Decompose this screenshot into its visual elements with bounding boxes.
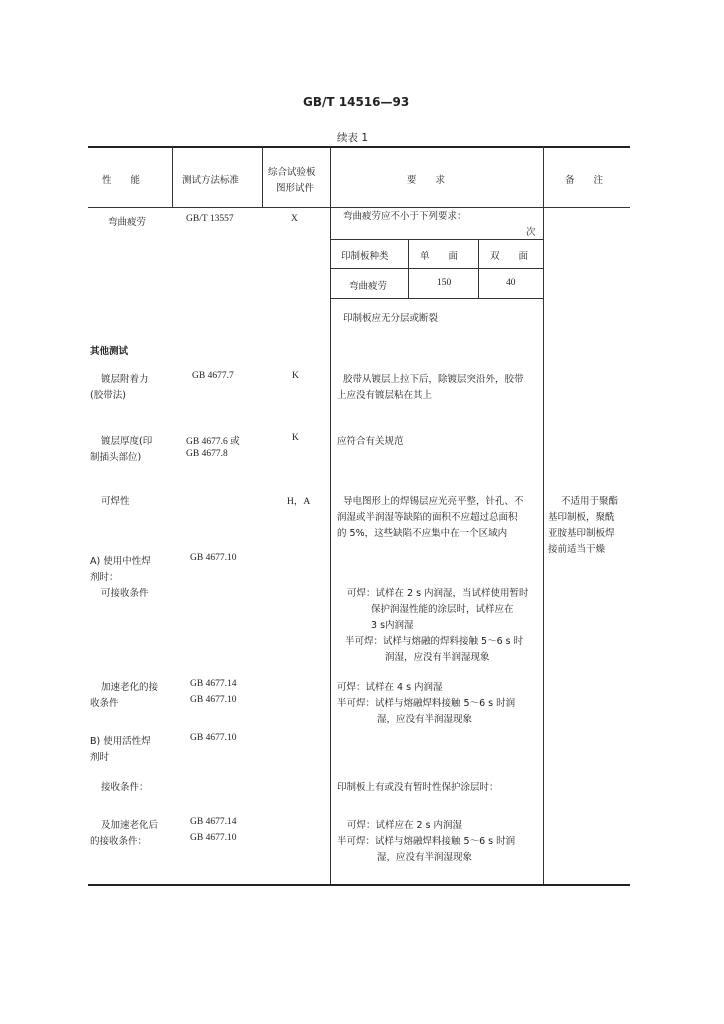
col-divider-3 [330,146,331,884]
table-top-border [88,146,630,148]
accept-req-l1: 可焊：试样在 2 s 内润湿，当试样使用暂时 [347,588,529,599]
solderability-remark-l1: 不适用于聚酯 [561,496,619,507]
aged-accept2-name-l2: 的接收条件： [90,836,148,847]
aged-accept-name-l2: 收条件 [90,698,119,709]
aged-accept2-method-l1: GB 4677.14 [190,817,237,827]
col-header-coupon-l2: 图形试件 [276,183,315,194]
continued-label: 续表 1 [337,132,369,144]
adhesion-name-l2: (胶带法) [90,390,126,401]
accept-req-l5: 润湿，应没有半润湿现象 [385,652,490,663]
subtable-header-type: 印制板种类 [341,251,389,262]
aged-accept2-name-l1: 及加速老化后 [101,820,159,831]
neutral-flux-name-l2: 剂时： [90,572,119,583]
subtable-col-1 [408,239,409,298]
solderability-remark-l2: 基印制板，聚酰 [548,512,615,523]
aged-accept-req-l2: 半可焊：试样与熔融焊料接触 5～6 s 时润 [337,698,516,709]
solderability-req-l1: 导电图形上的焊锡层应光亮平整，针孔、不 [343,496,524,507]
adhesion-req-l2: 上应没有镀层粘在其上 [337,390,433,401]
solderability-name: 可焊性 [101,496,130,507]
subtable-header-double: 双 面 [490,251,529,262]
col-divider-1 [172,146,173,207]
subtable-single-value: 150 [437,278,452,288]
aged-accept-method-l1: GB 4677.14 [190,679,237,689]
bend-fatigue-name: 弯曲疲劳 [108,217,147,228]
subtable-col-2 [478,239,479,298]
subtable-double-value: 40 [506,278,516,288]
active-flux-method: GB 4677.10 [190,733,237,743]
aged-accept2-req-l2: 半可焊：试样与熔融焊料接触 5～6 s 时润 [337,836,516,847]
solderability-req-l3: 的 5%，这些缺陷不应集中在一个区域内 [337,528,508,539]
accept-req-l4: 半可焊：试样与熔融的焊料接触 5～6 s 时 [345,636,524,647]
aged-accept-name-l1: 加速老化的接 [101,682,159,693]
solderability-coupon: H，A [287,497,311,507]
thickness-req: 应符合有关规范 [337,436,404,447]
subtable-mid [330,268,543,269]
adhesion-coupon: K [292,371,299,381]
solderability-req-l2: 润湿或半润湿等缺陷的面积不应超过总面积 [337,512,518,523]
col-header-property: 性 能 [102,175,141,186]
thickness-name-l1: 镀层厚度(印 [101,436,153,447]
other-tests-heading: 其他测试 [90,346,129,357]
col-header-coupon-l1: 综合试验板 [268,167,316,178]
active-flux-name-l2: 剂时 [90,752,110,763]
subtable-row-label: 弯曲疲劳 [349,281,388,292]
aged-accept-req-l3: 湿，应没有半润湿现象 [377,714,473,725]
bend-fatigue-coupon: X [291,214,298,224]
thickness-coupon: K [292,433,299,443]
aged-accept-method-l2: GB 4677.10 [190,695,237,705]
col-divider-2 [262,146,263,207]
active-flux-name-l1: B) 使用活性焊 [90,736,151,747]
adhesion-req-l1: 胶带从镀层上拉下后，除镀层突沿外，胶带 [343,374,524,385]
table-bottom-border [88,884,630,886]
accept-name: 可接收条件 [101,588,149,599]
neutral-flux-name-l1: A) 使用中性焊 [90,556,151,567]
thickness-method-l2: GB 4677.8 [186,449,228,459]
accept-req-l3: 3 s内润湿 [371,620,414,631]
bend-fatigue-method: GB/T 13557 [186,214,234,224]
bend-fatigue-after: 印制板应无分层或断裂 [343,313,439,324]
accept2-req: 印制板上有或没有暂时性保护涂层时： [337,782,499,793]
thickness-name-l2: 制插头部位) [90,452,142,463]
aged-accept2-req-l1: 可焊：试样应在 2 s 内润湿 [347,820,463,831]
subtable-top [330,239,543,240]
solderability-remark-l3: 亚胺基印制板焊 [548,528,615,539]
aged-accept-req-l1: 可焊：试样在 4 s 内润湿 [337,682,443,693]
col-header-requirement: 要 求 [407,175,446,186]
aged-accept2-method-l2: GB 4677.10 [190,833,237,843]
aged-accept2-req-l3: 湿，应没有半润湿现象 [377,852,473,863]
bend-fatigue-intro: 弯曲疲劳应不小于下列要求： [343,211,467,222]
thickness-method-l1: GB 4677.6 或 [186,437,240,447]
subtable-header-single: 单 面 [420,251,459,262]
col-header-method: 测试方法标准 [182,175,240,186]
solderability-remark-l4: 接前适当干燥 [548,544,606,555]
adhesion-method: GB 4677.7 [192,371,234,381]
col-divider-4 [543,146,544,884]
bend-fatigue-unit: 次 [526,227,536,238]
accept2-name: 接收条件： [101,782,149,793]
accept-req-l2: 保护润湿性能的涂层时，试样应在 [371,604,514,615]
neutral-flux-method: GB 4677.10 [190,553,237,563]
subtable-bottom [330,298,543,299]
col-header-remark: 备 注 [565,175,604,186]
standard-number: GB/T 14516—93 [303,95,410,109]
adhesion-name-l1: 镀层附着力 [101,374,149,385]
